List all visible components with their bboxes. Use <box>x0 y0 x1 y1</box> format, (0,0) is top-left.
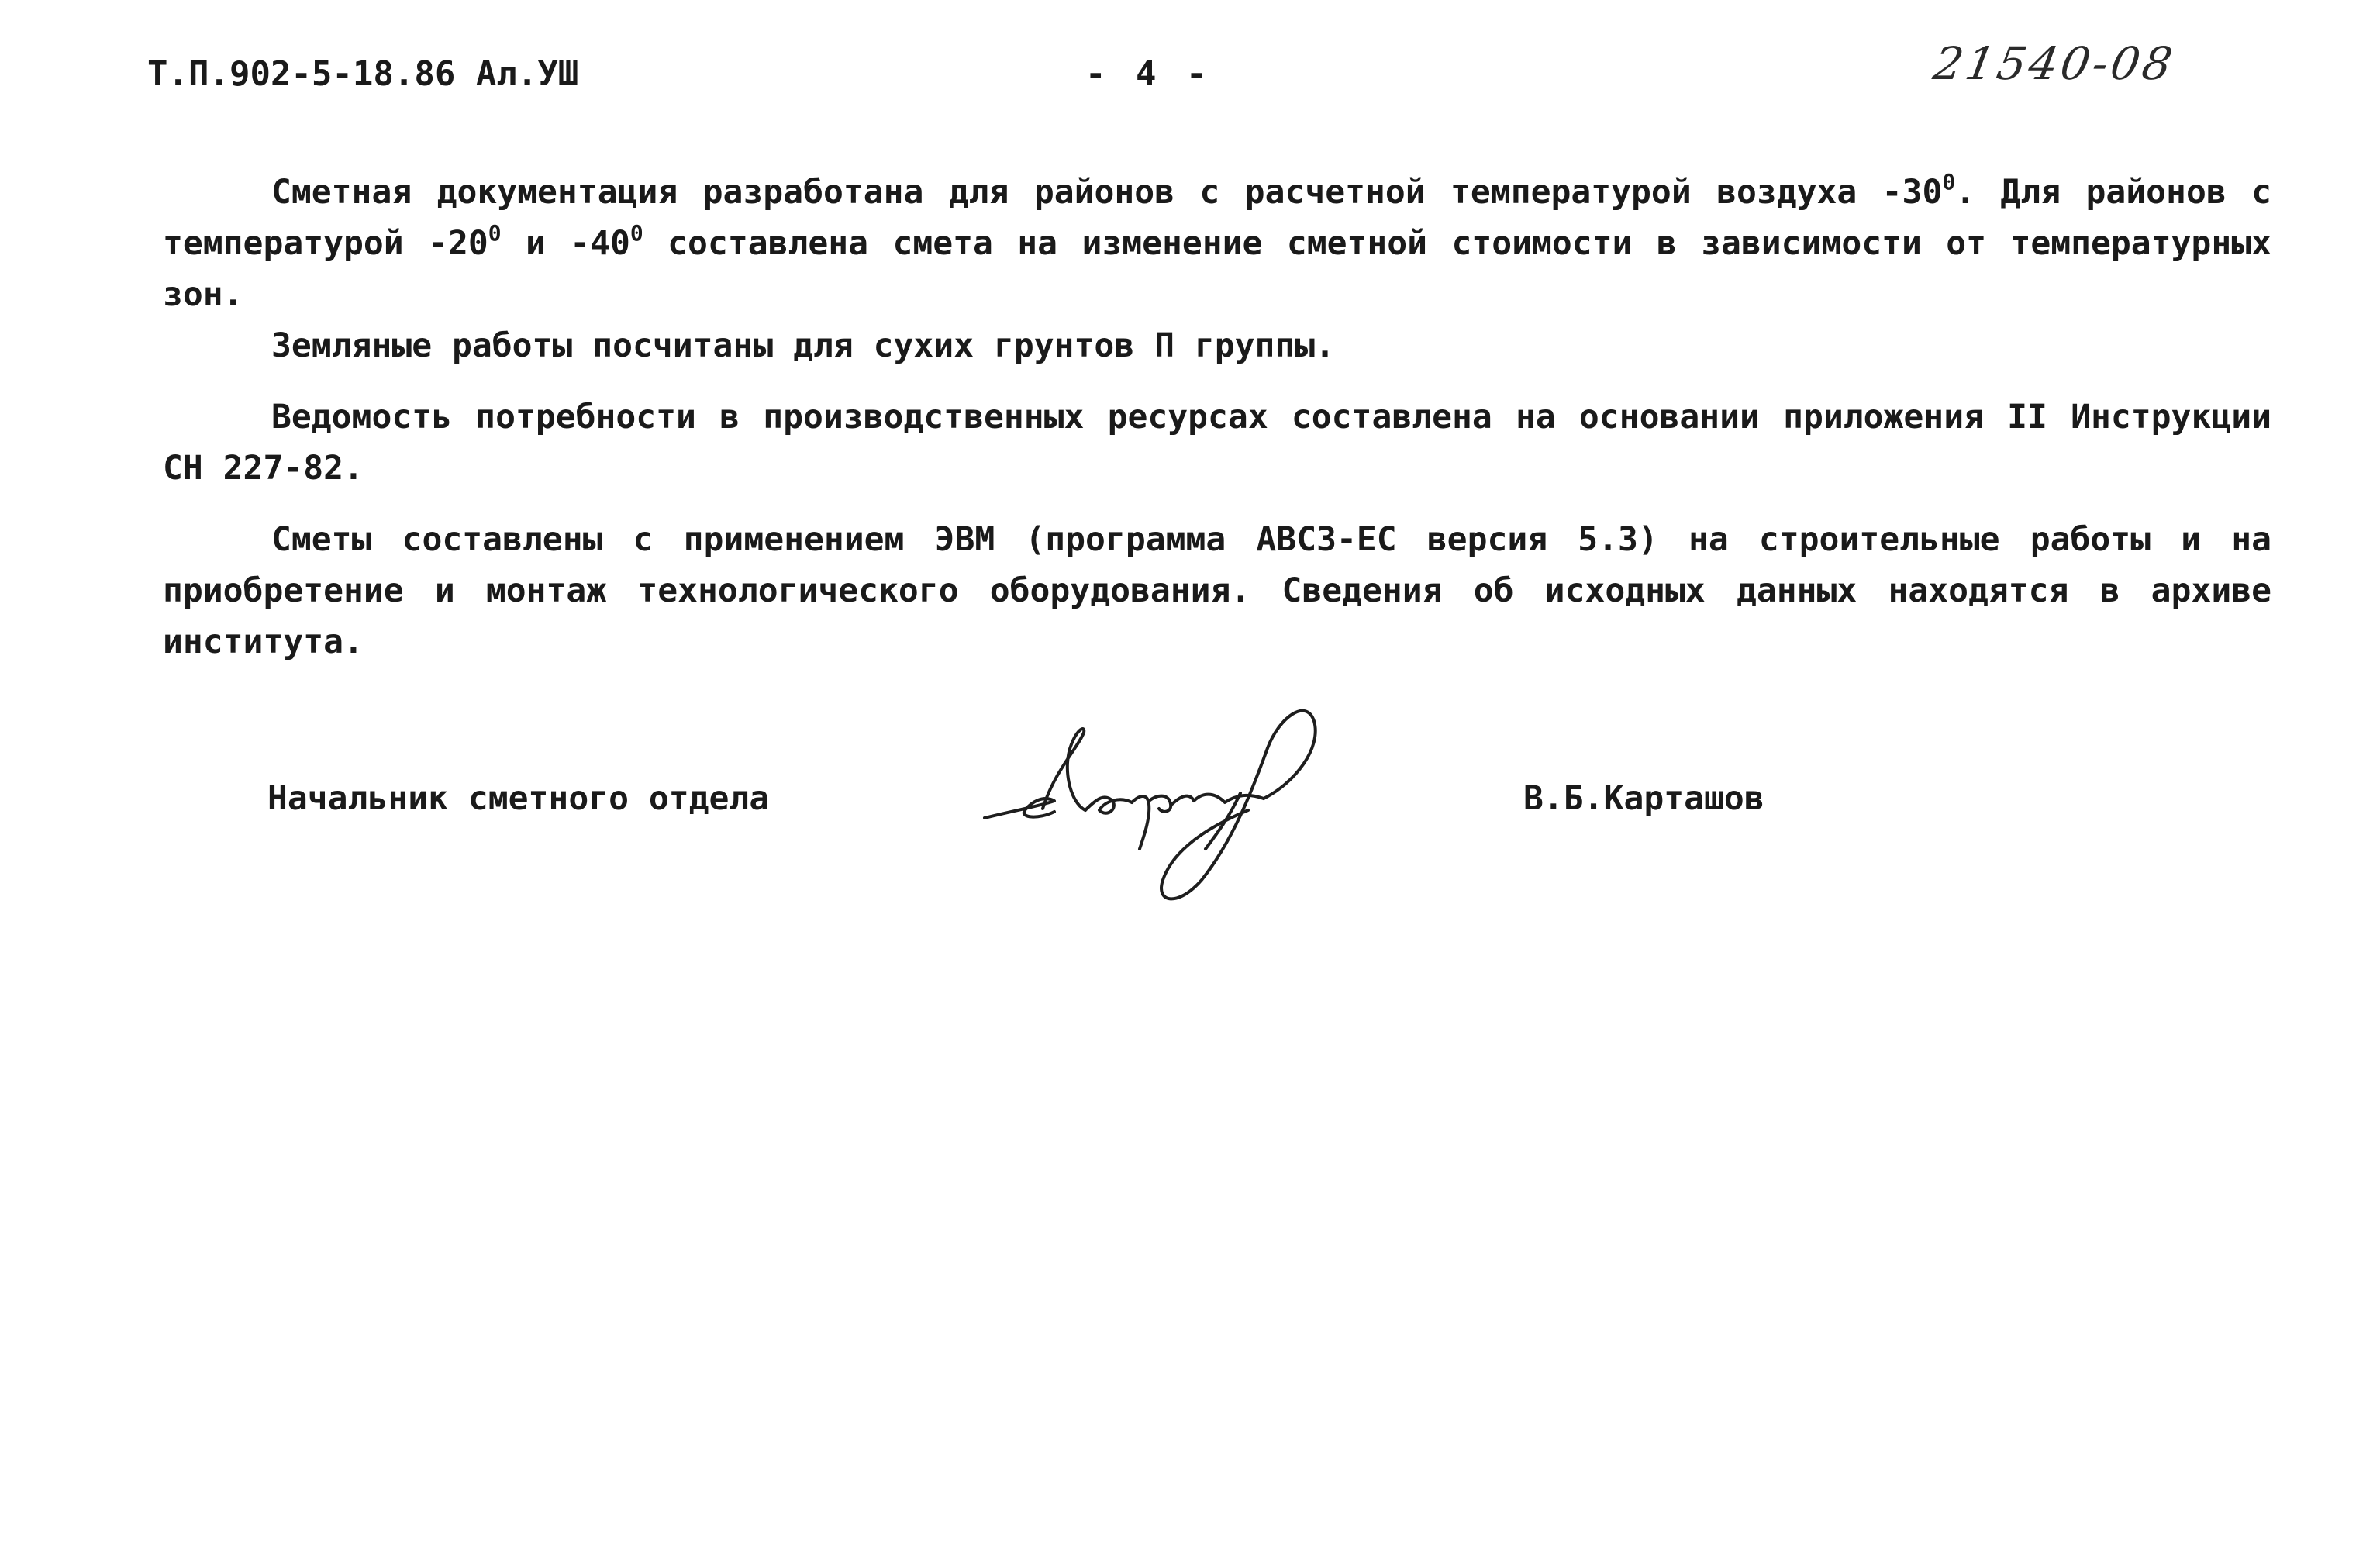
document-body <box>163 167 2271 681</box>
paragraph-computation: Сметы составлены с применением ЭВМ (программа АВСЗ-ЕС версия 5.3) на строительные работы и на приобретение и монтаж технологического оборудования. Сведения об исходных данных находятся в архиве института. <box>163 520 2271 661</box>
degree-mark: 0 <box>629 220 643 246</box>
handwritten-number: 21540-08 <box>1930 37 2179 90</box>
paragraph-resources: Ведомость потребности в производственных ресурсах составлена на основании приложения II Инструкции СН 227-82. <box>163 398 2271 488</box>
degree-mark: 0 <box>1942 169 1956 195</box>
paragraph-earthworks: Земляные работы посчитаны для сухих грунтов П группы. <box>271 326 1336 365</box>
signatory-name: В.Б.Карташов <box>1523 779 1764 818</box>
signatory-title: Начальник сметного отдела <box>267 779 770 818</box>
document-code: Т.П.902-5-18.86 Ал.УШ <box>147 54 579 94</box>
degree-mark: 0 <box>488 220 502 246</box>
paragraph-temperature: Сметная документация разработана для районов с расчетной температурой воздуха $-30^0$. Для районов с температурой $-20^0$ и $-40^0$ составлена смета на изменение сметной стоимости в зависимости от температурных зон. <box>163 169 2271 314</box>
page-number: - 4 - <box>1085 54 1212 94</box>
handwritten-signature <box>969 702 1357 911</box>
